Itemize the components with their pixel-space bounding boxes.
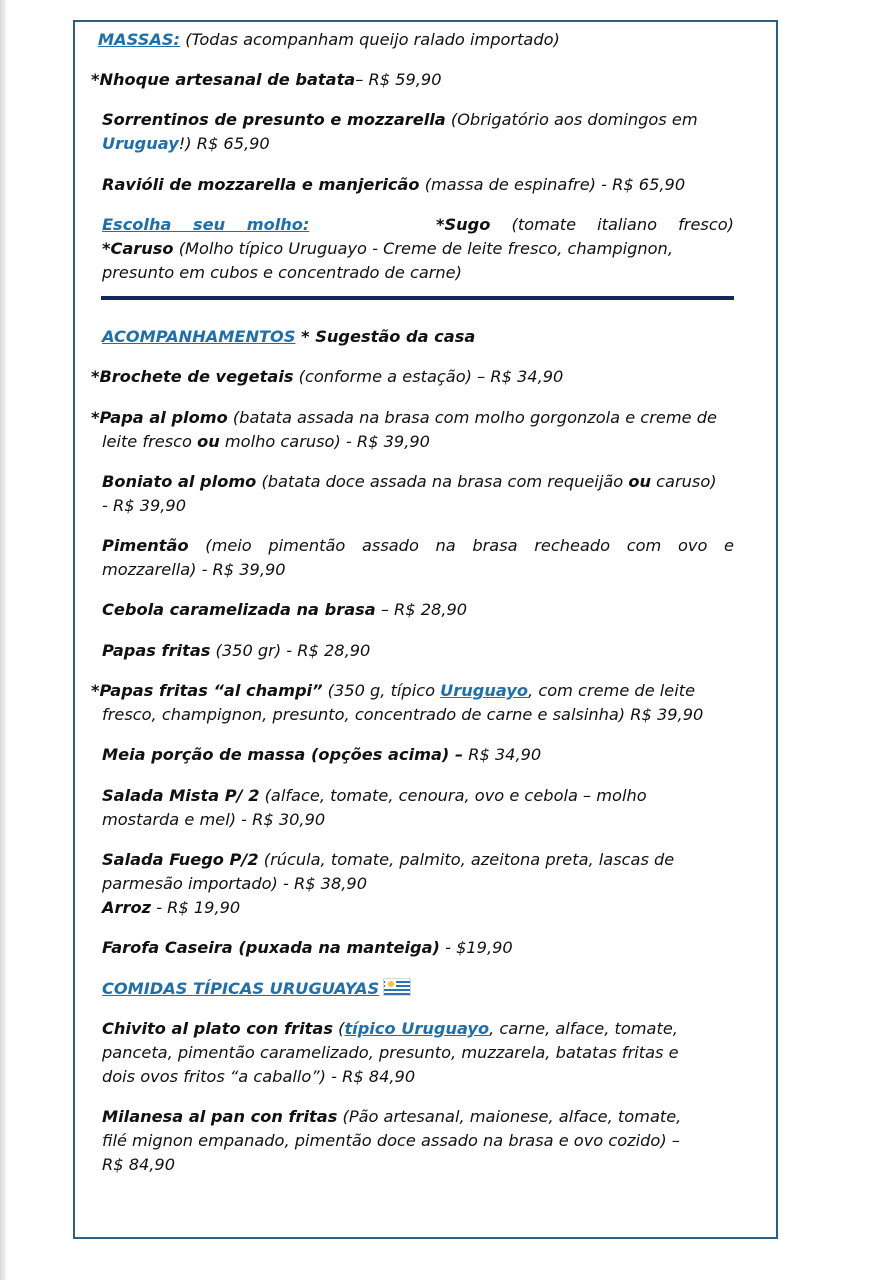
item-name: Milanesa al pan con fritas xyxy=(102,1107,338,1126)
menu-item-salada-fuego-cont xyxy=(102,872,367,896)
item-desc: (Pão artesanal, maionese, alface, tomate, xyxy=(337,1107,682,1126)
sugo-desc: (tomate italiano fresco) xyxy=(511,215,734,234)
acomp-header-note: * Sugestão da casa xyxy=(295,327,476,346)
item-desc: !) R$ 65,90 xyxy=(178,134,270,153)
item-desc: (conforme a estação) – R$ 34,90 xyxy=(293,367,564,386)
menu-item-pimentao-cont xyxy=(102,558,286,582)
item-price: R$ 34,90 xyxy=(463,745,542,764)
tipicas-header: COMIDAS TÍPICAS URUGUAYAS xyxy=(102,979,380,998)
menu-item-sorrentinos xyxy=(102,108,698,132)
menu-item-papas-fritas xyxy=(102,639,370,663)
caruso-line-cont xyxy=(102,261,462,285)
item-desc: , carne, alface, tomate, xyxy=(489,1019,678,1038)
menu-item-boniato xyxy=(102,470,717,494)
menu-item-salada-mista-cont xyxy=(102,808,325,832)
item-desc: ( xyxy=(332,1019,345,1038)
item-name: Salada Mista P/ 2 xyxy=(102,786,260,805)
menu-item-papas-champi xyxy=(91,679,695,703)
uruguay-highlight: Uruguay xyxy=(102,134,179,153)
menu-item-boniato-cont xyxy=(102,494,186,518)
caruso-desc-cont: presunto em cubos e concentrado de carne) xyxy=(102,263,462,282)
item-name: Pimentão xyxy=(102,536,189,555)
item-name: *Brochete de vegetais xyxy=(91,367,294,386)
item-price: - $19,90 xyxy=(439,938,513,957)
uruguayo-highlight: Uruguayo xyxy=(440,681,529,700)
item-price: R$ 84,90 xyxy=(102,1155,176,1174)
item-desc: panceta, pimentão caramelizado, presunto, muzzarela, batatas fritas e xyxy=(102,1043,679,1062)
menu-item-cebola xyxy=(102,598,467,622)
menu-item-nhoque xyxy=(91,68,442,92)
item-name: Meia porção de massa (opções acima) – xyxy=(102,745,464,764)
item-desc: molho caruso) - R$ 39,90 xyxy=(219,432,430,451)
item-name: *Papas fritas “al champi” xyxy=(91,681,323,700)
item-name: Arroz xyxy=(102,898,152,917)
menu-item-sorrentinos-cont xyxy=(102,132,270,156)
tipico-uruguayo-highlight: típico Uruguayo xyxy=(344,1019,490,1038)
menu-item-ravioli xyxy=(102,173,685,197)
item-desc: (Obrigatório aos domingos em xyxy=(445,110,698,129)
item-desc: (meio pimentão assado na brasa recheado com ovo e xyxy=(205,536,734,555)
item-price: – R$ 59,90 xyxy=(355,70,442,89)
menu-item-papa-plomo-cont xyxy=(102,430,430,454)
item-name: *Papa al plomo xyxy=(91,408,228,427)
uruguay-flag-icon xyxy=(383,978,411,996)
item-desc: (350 gr) - R$ 28,90 xyxy=(210,641,371,660)
item-name: Farofa Caseira (puxada na manteiga) xyxy=(102,938,440,957)
item-price: - R$ 19,90 xyxy=(151,898,241,917)
item-desc: dois ovos fritos “a caballo”) - R$ 84,90 xyxy=(102,1067,416,1086)
menu-item-papa-plomo xyxy=(91,406,717,430)
menu-item-milanesa-cont2 xyxy=(102,1153,175,1177)
item-desc: parmesão importado) - R$ 38,90 xyxy=(102,874,368,893)
menu-item-papas-champi-cont xyxy=(102,703,703,727)
flag-sun-icon xyxy=(385,980,396,988)
item-desc: filé mignon empanado, pimentão doce assado na brasa e ovo cozido) – xyxy=(102,1131,680,1150)
item-desc: caruso) xyxy=(651,472,717,491)
menu-item-farofa xyxy=(102,936,513,960)
caruso-name: *Caruso xyxy=(102,239,174,258)
item-name: *Nhoque artesanal de batata xyxy=(91,70,356,89)
massas-header: MASSAS: xyxy=(98,30,181,49)
menu-item-meia-porcao xyxy=(102,743,541,767)
item-desc: (batata assada na brasa com molho gorgonzola e creme de xyxy=(227,408,717,427)
menu-item-arroz xyxy=(102,896,240,920)
item-name: Cebola caramelizada na brasa xyxy=(102,600,376,619)
menu-item-salada-fuego xyxy=(102,848,674,872)
molho-header: Escolha seu molho: xyxy=(102,215,310,234)
item-name: Ravióli de mozzarella e manjericão xyxy=(102,175,420,194)
item-desc: fresco, champignon, presunto, concentrado de carne e salsinha) R$ 39,90 xyxy=(102,705,704,724)
item-price: – R$ 28,90 xyxy=(375,600,468,619)
item-desc-or: ou xyxy=(628,472,651,491)
item-desc: , com creme de leite xyxy=(528,681,696,700)
menu-item-chivito-cont2 xyxy=(102,1065,415,1089)
menu-item-brochete xyxy=(91,365,563,389)
menu-item-pimentao xyxy=(102,534,734,558)
item-desc: (alface, tomate, cenoura, ovo e cebola – molho xyxy=(259,786,647,805)
item-name: Papas fritas xyxy=(102,641,211,660)
tipicas-header-line xyxy=(102,977,411,1001)
item-name: Salada Fuego P/2 xyxy=(102,850,259,869)
item-desc: mostarda e mel) - R$ 30,90 xyxy=(102,810,326,829)
section-divider xyxy=(101,296,734,300)
item-desc: (350 g, típico xyxy=(322,681,441,700)
menu-item-chivito-cont xyxy=(102,1041,679,1065)
menu-item-chivito xyxy=(102,1017,678,1041)
menu-item-salada-mista xyxy=(102,784,647,808)
item-name: Sorrentinos de presunto e mozzarella xyxy=(102,110,446,129)
item-desc: (rúcula, tomate, palmito, azeitona preta, lascas de xyxy=(258,850,675,869)
caruso-line xyxy=(102,237,673,261)
item-desc: leite fresco xyxy=(102,432,198,451)
menu-item-milanesa-cont xyxy=(102,1129,680,1153)
item-desc: mozzarella) - R$ 39,90 xyxy=(102,560,286,579)
massas-header-note: (Todas acompanham queijo ralado importado) xyxy=(180,30,560,49)
item-desc: (batata doce assada na brasa com requeijão xyxy=(256,472,629,491)
item-desc: (massa de espinafre) - R$ 65,90 xyxy=(419,175,686,194)
item-price: - R$ 39,90 xyxy=(102,496,187,515)
molho-line xyxy=(102,213,734,237)
acomp-header: ACOMPANHAMENTOS xyxy=(102,327,296,346)
menu-item-milanesa xyxy=(102,1105,681,1129)
item-name: Boniato al plomo xyxy=(102,472,257,491)
item-name: Chivito al plato con fritas xyxy=(102,1019,333,1038)
massas-header-line xyxy=(98,28,560,52)
sugo-name: *Sugo xyxy=(436,215,491,234)
caruso-desc: (Molho típico Uruguayo - Creme de leite fresco, champignon, xyxy=(173,239,673,258)
acomp-header-line xyxy=(102,325,475,349)
item-desc-or: ou xyxy=(197,432,220,451)
